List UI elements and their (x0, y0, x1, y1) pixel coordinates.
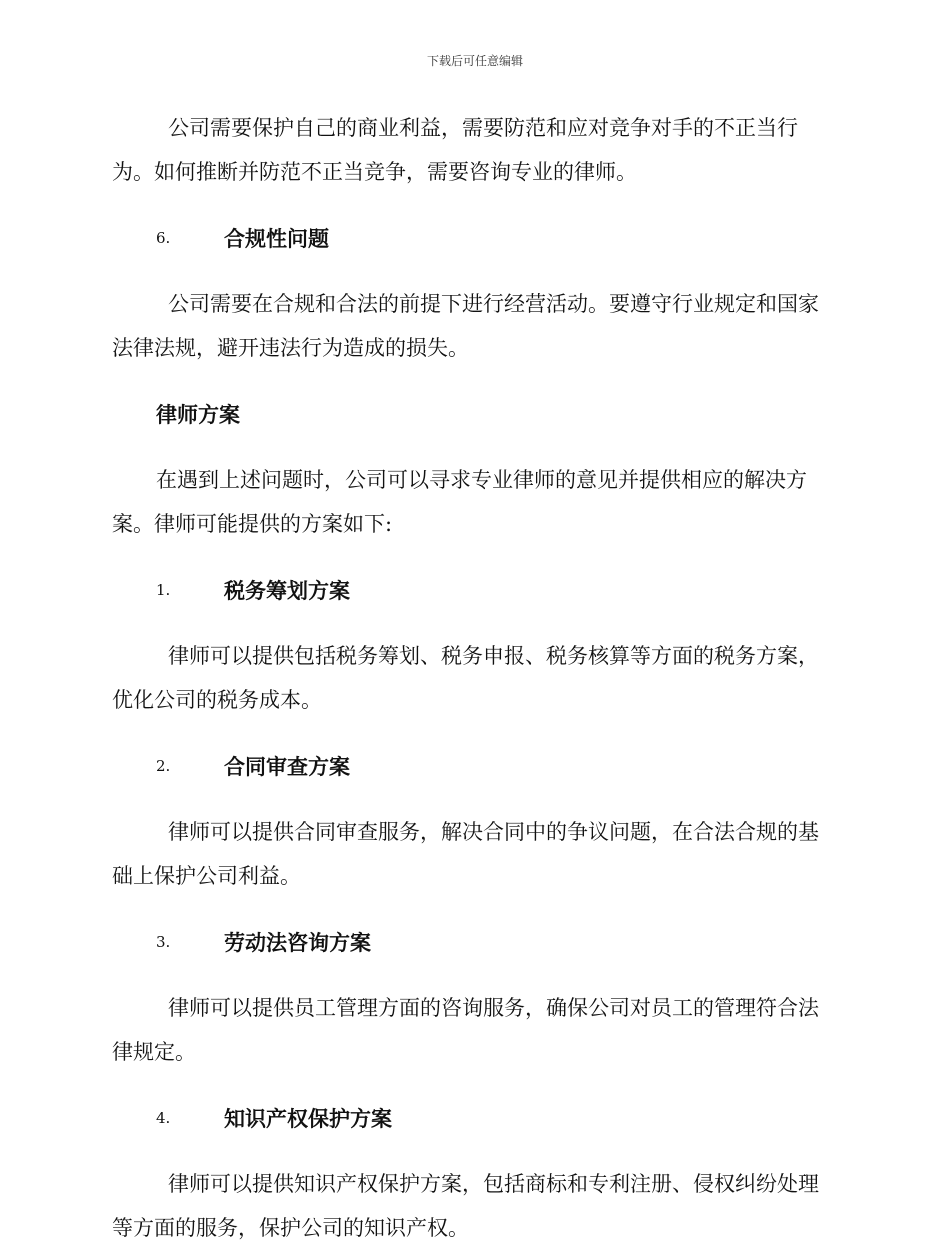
section-number: 1. (156, 581, 171, 599)
section-title: 合规性问题 (224, 227, 329, 251)
document-body (112, 106, 832, 1250)
paragraph-lawyer-intro: 在遇到上述问题时，公司可以寻求专业律师的意见并提供相应的解决方案。律师可能提供的方案如下: (112, 468, 807, 536)
section-number: 4. (156, 1109, 171, 1127)
section-number: 2. (156, 757, 171, 775)
paragraph-compliance: 公司需要在合规和合法的前提下进行经营活动。要遵守行业规定和国家法律法规，避开违法行为造成的损失。 (112, 292, 819, 360)
section-heading-labor (112, 920, 832, 964)
paragraph-ip: 律师可以提供知识产权保护方案，包括商标和专利注册、侵权纠纷处理等方面的服务，保护公司的知识产权。 (112, 1172, 819, 1240)
paragraph-labor: 律师可以提供员工管理方面的咨询服务，确保公司对员工的管理符合法律规定。 (112, 996, 819, 1064)
paragraph-contract: 律师可以提供合同审查服务，解决合同中的争议问题，在合法合规的基础上保护公司利益。 (112, 820, 819, 888)
paragraph-tax: 律师可以提供包括税务筹划、税务申报、税务核算等方面的税务方案，优化公司的税务成本。 (112, 644, 819, 712)
page-header: 下载后可任意编辑 (426, 54, 523, 68)
section-heading-tax (112, 568, 832, 612)
section-number: 6. (156, 229, 171, 247)
section-title: 劳动法咨询方案 (224, 931, 371, 955)
section-title: 税务筹划方案 (224, 579, 350, 603)
section-number: 3. (156, 933, 171, 951)
section-heading-contract (112, 744, 832, 788)
section-heading-compliance (112, 216, 832, 260)
section-heading-ip (112, 1096, 832, 1140)
section-title: 知识产权保护方案 (224, 1107, 392, 1131)
section-heading-lawyer-plan (112, 392, 832, 436)
section-title: 合同审查方案 (224, 755, 350, 779)
section-title: 律师方案 (156, 403, 240, 427)
paragraph-unfair-competition: 公司需要保护自己的商业利益，需要防范和应对竞争对手的不正当行为。如何推断并防范不正当竞争，需要咨询专业的律师。 (112, 116, 798, 184)
